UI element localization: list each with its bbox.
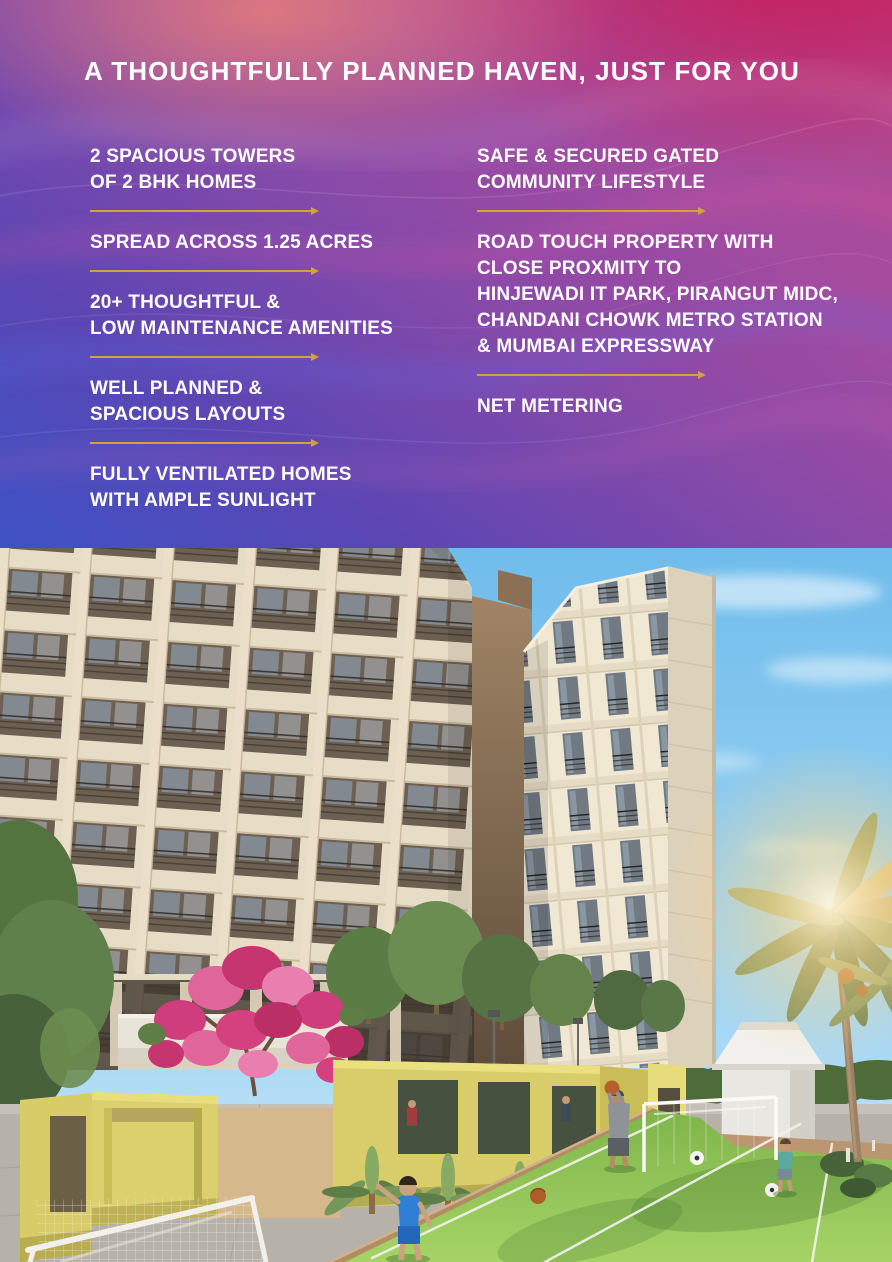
feature-line: OF 2 BHK HOMES	[90, 172, 257, 193]
foreground-goal-net	[28, 1196, 266, 1262]
feature-line: CLOSE PROXMITY TO	[477, 258, 682, 279]
feature-line: WITH AMPLE SUNLIGHT	[90, 490, 316, 511]
feature-line: 20+ THOUGHTFUL &	[90, 292, 281, 313]
headline: A THOUGHTFULLY PLANNED HAVEN, JUST FOR YOU	[84, 56, 800, 86]
feature-line: COMMUNITY LIFESTYLE	[477, 172, 706, 193]
feature-line: SAFE & SECURED GATED	[477, 146, 720, 167]
feature-line: NET METERING	[477, 396, 623, 417]
gold-divider	[90, 442, 312, 444]
feature-line: FULLY VENTILATED HOMES	[90, 464, 352, 485]
divider-arrow-icon	[311, 439, 319, 447]
feature-column-right	[477, 144, 838, 420]
property-render-photo	[0, 548, 892, 1262]
feature-item	[90, 144, 393, 196]
gold-divider	[477, 374, 699, 376]
feature-item	[90, 290, 393, 342]
feature-item	[477, 230, 838, 360]
gold-divider	[477, 210, 699, 212]
feature-line: & MUMBAI EXPRESSWAY	[477, 336, 715, 357]
feature-line: SPREAD ACROSS 1.25 ACRES	[90, 232, 374, 253]
feature-item	[477, 144, 838, 196]
feature-item	[477, 394, 838, 420]
feature-item	[90, 376, 393, 428]
gold-divider	[90, 356, 312, 358]
feature-line: ROAD TOUCH PROPERTY WITH	[477, 232, 774, 253]
feature-item	[90, 462, 393, 514]
feature-column-left	[90, 144, 393, 514]
divider-arrow-icon	[311, 207, 319, 215]
feature-item	[90, 230, 393, 256]
gold-divider	[90, 270, 312, 272]
feature-line: LOW MAINTENANCE AMENITIES	[90, 318, 394, 339]
feature-line: CHANDANI CHOWK METRO STATION	[477, 310, 823, 331]
feature-line: 2 SPACIOUS TOWERS	[90, 146, 296, 167]
divider-arrow-icon	[698, 207, 706, 215]
feature-line: HINJEWADI IT PARK, PIRANGUT MIDC,	[477, 284, 838, 305]
divider-arrow-icon	[311, 353, 319, 361]
divider-arrow-icon	[698, 371, 706, 379]
hero-gradient-panel	[0, 0, 892, 548]
gold-divider	[90, 210, 312, 212]
divider-arrow-icon	[311, 267, 319, 275]
feature-line: SPACIOUS LAYOUTS	[90, 404, 286, 425]
feature-line: WELL PLANNED &	[90, 378, 263, 399]
